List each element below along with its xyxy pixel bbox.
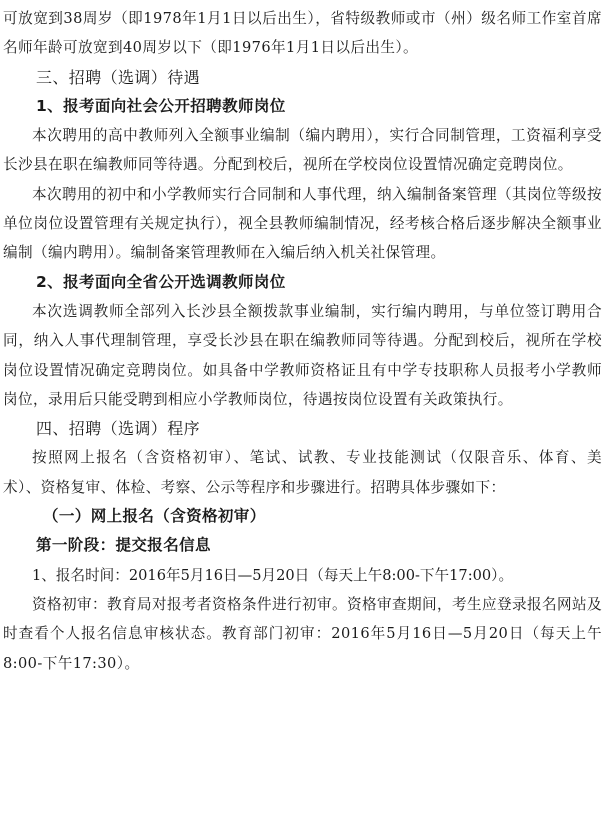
subsection-2-paragraph: 本次选调教师全部列入长沙县全额拨款事业编制，实行编内聘用，与单位签订聘用合同，纳入人事代理制管理，享受长沙县在职在编教师同等待遇。分配到校后，视所在学校岗位设置情况确定竞聘岗位。如具备中学教师资格证且有中学专技职称人员报考小学教师岗位，录用后只能受聘到相应小学教师岗位，待遇按岗位设置有关政策执行。 bbox=[3, 302, 602, 408]
intro-paragraph: 可放宽到38周岁（即1978年1月1日以后出生），省特级教师或市（州）级名师工作室首席名师年龄可放宽到40周岁以下（即1976年1月1日以后出生）。 bbox=[3, 10, 602, 57]
registration-time-paragraph: 1、报名时间：2016年5月16日—5月20日（每天上午8:00-下午17:00）。 bbox=[32, 566, 514, 584]
subsection-2-heading: 2、报考面向全省公开选调教师岗位 bbox=[36, 272, 286, 291]
phase-1-heading: 第一阶段：提交报名信息 bbox=[36, 536, 211, 555]
section-4-paragraph: 按照网上报名（含资格初审）、笔试、试教、专业技能测试（仅限音乐、体育、美术）、资格复审、体检、考察、公示等程序和步骤进行。招聘具体步骤如下： bbox=[3, 449, 602, 496]
online-registration-heading: （一）网上报名（含资格初审） bbox=[43, 507, 266, 526]
subsection-1-paragraph-b: 本次聘用的初中和小学教师实行合同制和人事代理，纳入编制备案管理（其岗位等级按单位岗位设置管理有关规定执行），视全县教师编制情况，经考核合格后逐步解决全额事业编制（编内聘用）。编制备案管理教师在入编后纳入机关社保管理。 bbox=[3, 185, 602, 262]
subsection-1-paragraph-a: 本次聘用的高中教师列入全额事业编制（编内聘用），实行合同制管理，工资福利享受长沙县在职在编教师同等待遇。分配到校后，视所在学校岗位设置情况确定竞聘岗位。 bbox=[3, 127, 602, 174]
qualification-review-paragraph: 资格初审：教育局对报考者资格条件进行初审。资格审查期间，考生应登录报名网站及时查看个人报名信息审核状态。教育部门初审：2016年5月16日—5月20日（每天上午8:00-下午17:30）。 bbox=[3, 595, 602, 672]
section-4-heading: 四、招聘（选调）程序 bbox=[36, 419, 201, 439]
section-3-heading: 三、招聘（选调）待遇 bbox=[36, 67, 201, 87]
subsection-1-heading: 1、报考面向社会公开招聘教师岗位 bbox=[36, 96, 286, 115]
